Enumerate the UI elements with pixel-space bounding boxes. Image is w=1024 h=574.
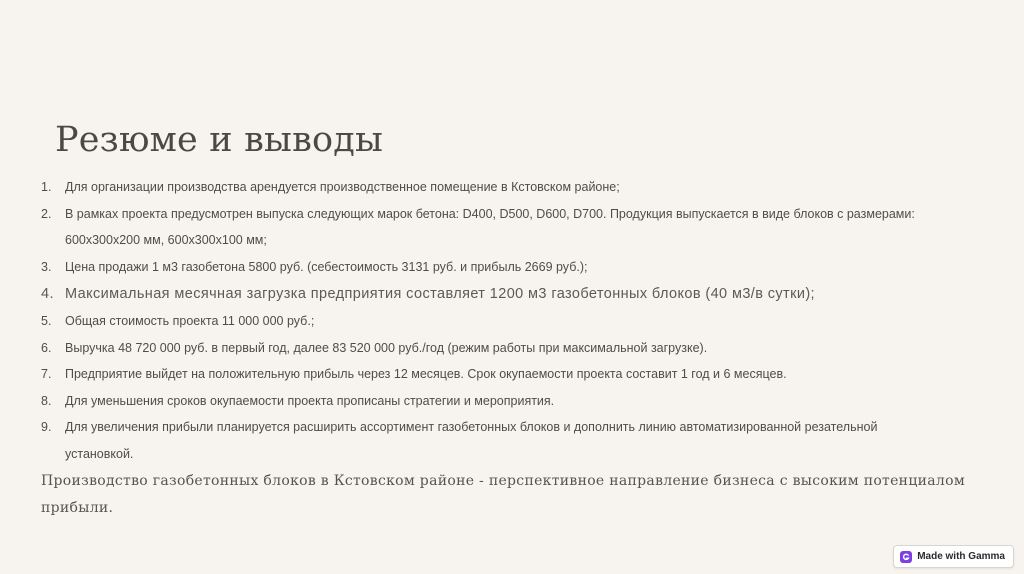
list-item: [0, 174, 1024, 201]
item-number: 5.: [41, 314, 52, 328]
item-text: Для уменьшения сроков окупаемости проекта прописаны стратегии и мероприятия.: [65, 393, 555, 408]
item-number: 3.: [41, 259, 52, 274]
item-text-continuation: установкой.: [65, 446, 134, 461]
list-item: [0, 280, 1024, 308]
item-number: 1.: [41, 180, 52, 194]
item-number: 6.: [41, 340, 52, 355]
list-item: [0, 201, 1024, 254]
item-text: Для увеличения прибыли планируется расширить ассортимент газобетонных блоков и дополнить линию автоматизированной резательной: [65, 420, 878, 434]
list-item: [0, 335, 1024, 362]
item-number: 8.: [41, 393, 52, 408]
list-item: [0, 388, 1024, 415]
item-text: Для организации производства арендуется производственное помещение в Кстовском районе;: [65, 180, 620, 194]
item-text: Общая стоимость проекта 11 000 000 руб.;: [65, 314, 315, 328]
item-text: Выручка 48 720 000 руб. в первый год, далее 83 520 000 руб./год (режим работы при максимальной загрузке).: [65, 340, 708, 355]
item-text: В рамках проекта предусмотрен выпуска следующих марок бетона: D400, D500, D600, D700. Продукция выпускается в виде блоков с размерами:: [65, 206, 915, 221]
item-number: 9.: [41, 420, 52, 434]
summary-list: [0, 174, 1024, 467]
made-with-gamma-badge[interactable]: [893, 545, 1014, 568]
slide-title: Резюме и выводы: [55, 120, 384, 160]
item-number: 2.: [41, 206, 52, 221]
list-item: [0, 308, 1024, 335]
badge-label: Made with Gamma: [917, 551, 1005, 562]
list-item: [0, 361, 1024, 388]
item-number: 4.: [41, 286, 54, 302]
item-text: Предприятие выйдет на положительную прибыль через 12 месяцев. Срок окупаемости проекта составит 1 год и 6 месяцев.: [65, 367, 787, 381]
list-item: [0, 414, 1024, 467]
item-number: 7.: [41, 367, 52, 381]
item-text-continuation: 600х300х200 мм, 600х300х100 мм;: [65, 233, 267, 247]
conclusion-text: Производство газобетонных блоков в Кстовском районе - перспективное направление бизнеса с высоким потенциалом прибыли.: [41, 473, 966, 516]
gamma-logo-icon: [900, 551, 912, 563]
list-item: [0, 254, 1024, 281]
item-text: Максимальная месячная загрузка предприятия составляет 1200 м3 газобетонных блоков (40 м3/в сутки);: [65, 286, 815, 302]
item-text: Цена продажи 1 м3 газобетона 5800 руб. (себестоимость 3131 руб. и прибыль 2669 руб.);: [65, 259, 588, 274]
